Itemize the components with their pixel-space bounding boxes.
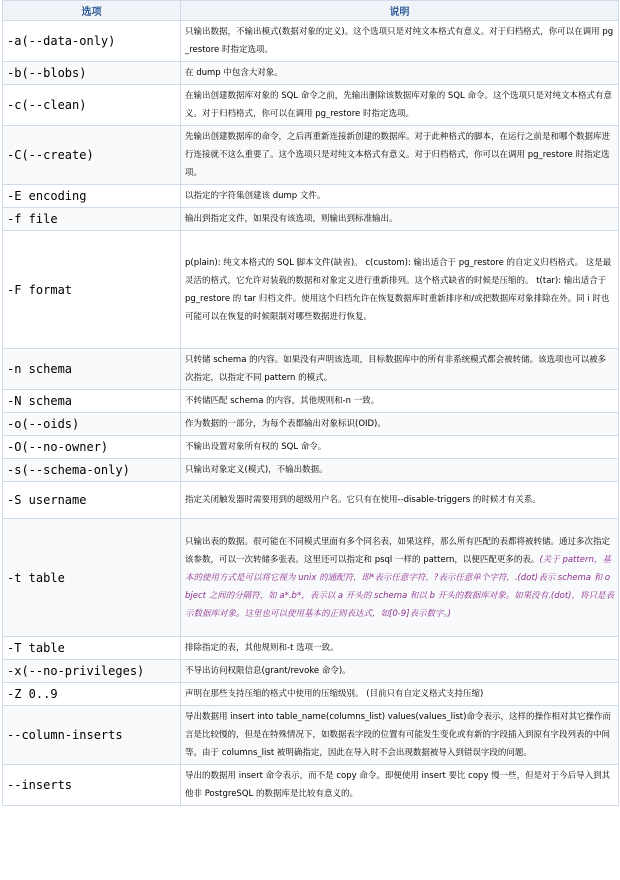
description-text: 声明在那些支持压缩的格式中使用的压缩级别。 (目前只有自定义格式支持压缩): [185, 689, 484, 699]
option-cell: -o(--oids): [3, 413, 181, 436]
description-text: 不转储匹配 schema 的内容，其他规则和-n 一致。: [185, 396, 380, 406]
description-text: 只转储 schema 的内容。如果没有声明该选项，目标数据库中的所有非系统模式都会被转储。该选项也可以被多次指定，以指定不同 pattern 的模式。: [185, 355, 607, 383]
description-cell: [181, 519, 619, 637]
description-cell: [181, 459, 619, 482]
table-row: [3, 413, 619, 436]
option-cell: -x(--no-privileges): [3, 660, 181, 683]
option-cell: -F format: [3, 231, 181, 349]
option-cell: -s(--schema-only): [3, 459, 181, 482]
table-row: [3, 459, 619, 482]
option-cell: -O(--no-owner): [3, 436, 181, 459]
table-row: [3, 683, 619, 706]
table-row: [3, 637, 619, 660]
description-text: 输出到指定文件，如果没有该选项，则输出到标准输出。: [185, 214, 398, 224]
option-cell: -a(--data-only): [3, 21, 181, 62]
option-cell: -T table: [3, 637, 181, 660]
table-row: [3, 706, 619, 765]
description-text: 不导出访问权限信息(grant/revoke 命令)。: [185, 666, 351, 676]
description-text: p(plain): 纯文本格式的 SQL 脚本文件(缺省)。 c(custom): 输出适合于 pg_restore 的自定义归档格式。 这是最灵活的格式，它允许对装载的数据和对象定义进行重新排列。这个格式缺省的时候是压缩的。 t(tar): 输出适合于 pg_restore 的 tar 归档文件。使用这个归档允许在恢复数据库时重新排序和/或把数据库对象排除在外。同 i 时也可能可以在恢复的时候限制对哪些数据进行恢复。: [185, 257, 612, 322]
option-cell: -n schema: [3, 349, 181, 390]
option-cell: --column-inserts: [3, 706, 181, 765]
table-header-row: [3, 1, 619, 21]
description-cell: [181, 637, 619, 660]
table-row: [3, 660, 619, 683]
description-cell: [181, 62, 619, 85]
description-cell: [181, 436, 619, 459]
option-cell: -N schema: [3, 390, 181, 413]
option-cell: -C(--create): [3, 126, 181, 185]
table-row: [3, 436, 619, 459]
table-row: [3, 126, 619, 185]
description-cell: [181, 85, 619, 126]
description-text: 只输出对象定义(模式)，不输出数据。: [185, 465, 328, 475]
description-cell: [181, 390, 619, 413]
table-row: [3, 390, 619, 413]
option-cell: -c(--clean): [3, 85, 181, 126]
option-cell: -b(--blobs): [3, 62, 181, 85]
option-cell: -Z 0..9: [3, 683, 181, 706]
description-cell: [181, 185, 619, 208]
description-cell: [181, 231, 619, 349]
description-cell: [181, 765, 619, 806]
description-text: 排除指定的表，其他规则和-t 选项一致。: [185, 643, 339, 653]
table-row: [3, 85, 619, 126]
option-cell: --inserts: [3, 765, 181, 806]
description-text: 只输出表的数据。很可能在不同模式里面有多个同名表，如果这样，那么所有匹配的表都将被转储。通过多次指定该参数，可以一次转储多张表。这里还可以指定和 psql 一样的 pattern，以便匹配更多的表。: [185, 536, 611, 565]
description-text: 指定关闭触发器时需要用到的超级用户名。它只有在使用--disable-triggers 的时候才有关系。: [185, 495, 541, 505]
option-cell: -f file: [3, 208, 181, 231]
description-cell: [181, 413, 619, 436]
table-row: [3, 482, 619, 519]
table-row: [3, 62, 619, 85]
column-header-description: 说明: [181, 1, 619, 21]
description-text: 先输出创建数据库的命令，之后再重新连接新创建的数据库。对于此种格式的脚本，在运行之前是和哪个数据库进行连接就不这么重要了。这个选项只是对纯文本格式有意义。对于归档格式，你可以在调用 pg_restore 时指定选项。: [185, 132, 611, 178]
description-cell: [181, 706, 619, 765]
description-cell: [181, 683, 619, 706]
table-row: [3, 349, 619, 390]
options-table: [2, 0, 619, 806]
description-text: 以指定的字符集创建该 dump 文件。: [185, 191, 326, 201]
description-text: 只输出数据，不输出模式(数据对象的定义)。这个选项只是对纯文本格式有意义。对于归档格式，你可以在调用 pg_restore 时指定选项。: [185, 27, 614, 55]
column-header-option: 选项: [3, 1, 181, 21]
description-cell: [181, 660, 619, 683]
description-cell: [181, 21, 619, 62]
table-row: [3, 519, 619, 637]
description-cell: [181, 208, 619, 231]
description-text: 在输出创建数据库对象的 SQL 命令之前，先输出删除该数据库对象的 SQL 命令。这个选项只是对纯文本格式有意义。对于归档格式，你可以在调用 pg_restore 时指定选项。: [185, 91, 612, 119]
table-row: [3, 208, 619, 231]
option-cell: -S username: [3, 482, 181, 519]
description-text: 导出的数据用 insert 命令表示，而不是 copy 命令。即便使用 insert 要比 copy 慢一些，但是对于今后导入到其他非 PostgreSQL 的数据库是比较有意义的。: [185, 771, 611, 799]
table-row: [3, 231, 619, 349]
description-text: 导出数据用 insert into table_name(columns_list) values(values_list)命令表示，这样的操作相对其它操作而言是比较慢的，但是在特殊情况下，如数据表字段的位置有可能发生变化或有新的字段插入到原有字段列表的中间等。由于 columns_list 被明确指定，因此在导入时不会出现数据被导入到错误字段的问题。: [185, 712, 611, 758]
table-row: [3, 21, 619, 62]
description-note: (关于 pattern，基本的使用方式是可以将它视为 unix 的通配符，即*表示任意字符，?表示任意单个字符，.(dot)表示 schema 和 object 之间的分隔符，如 a*.b*，表示以 a 开头的 schema 和以 b 开头的数据库对象。如果没有.(dot)，将只是表示数据库对象。这里也可以使用基本的正则表达式，如[0-9]表示数字。): [185, 554, 614, 619]
table-row: [3, 765, 619, 806]
option-cell: -t table: [3, 519, 181, 637]
table-body: [3, 21, 619, 806]
description-text: 作为数据的一部分，为每个表都输出对象标识(OID)。: [185, 419, 386, 429]
description-text: 在 dump 中包含大对象。: [185, 68, 283, 78]
table-row: [3, 185, 619, 208]
description-text: 不输出设置对象所有权的 SQL 命令。: [185, 442, 327, 452]
description-cell: [181, 126, 619, 185]
description-cell: [181, 482, 619, 519]
option-cell: -E encoding: [3, 185, 181, 208]
description-cell: [181, 349, 619, 390]
